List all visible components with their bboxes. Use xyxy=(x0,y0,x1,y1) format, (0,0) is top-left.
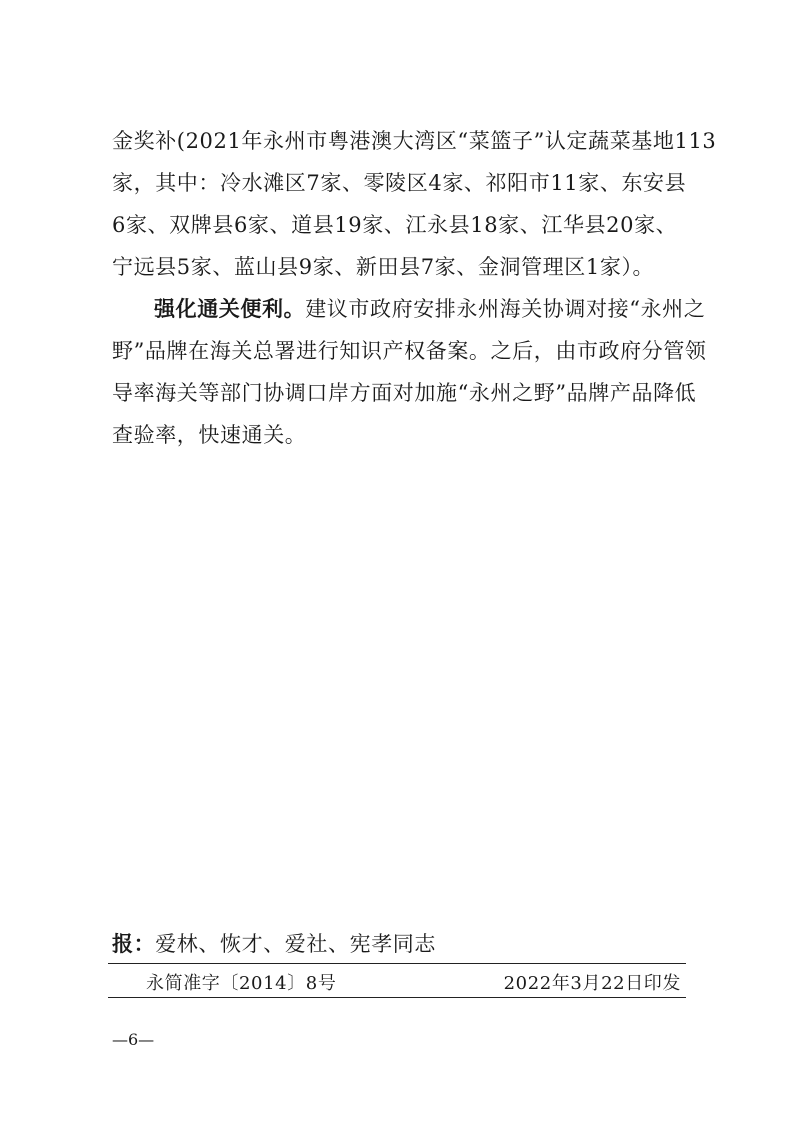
paragraph-line: 6家、双牌县6家、道县19家、江永县18家、江华县20家、 xyxy=(112,213,678,237)
report-label: 报： xyxy=(112,932,156,956)
paragraph-line: 金奖补(2021年永州市粤港澳大湾区“菜篮子”认定蔬菜基地113 xyxy=(112,129,717,153)
report-recipients-line xyxy=(112,931,436,957)
paragraph-line: 家，其中：冷水滩区7家、零陵区4家、祁阳市11家、东安县 xyxy=(112,171,687,195)
report-recipients: 爱林、恢才、爱社、宪孝同志 xyxy=(155,932,437,956)
paragraph-line: 宁远县5家、蓝山县9家、新田县7家、金洞管理区1家）。 xyxy=(112,255,655,279)
paragraph-line: 野”品牌在海关总署进行知识产权备案。之后，由市政府分管领 xyxy=(112,339,707,363)
paragraph-line xyxy=(154,296,714,322)
paragraph-text: 建议市政府安排永州海关协调对接“永州之 xyxy=(305,297,706,321)
page-number: —6— xyxy=(112,1030,155,1049)
footer-top-rule xyxy=(108,963,686,964)
paragraph-line: 查验率，快速通关。 xyxy=(112,423,307,447)
document-number: 永简准字〔2014〕8号 xyxy=(146,973,337,994)
paragraph-lead-heading: 强化通关便利。 xyxy=(154,297,306,321)
footer-bottom-rule xyxy=(108,997,686,998)
issue-date: 2022年3月22日印发 xyxy=(503,973,681,994)
paragraph-line: 导率海关等部门协调口岸方面对加施“永州之野”品牌产品降低 xyxy=(112,381,697,405)
